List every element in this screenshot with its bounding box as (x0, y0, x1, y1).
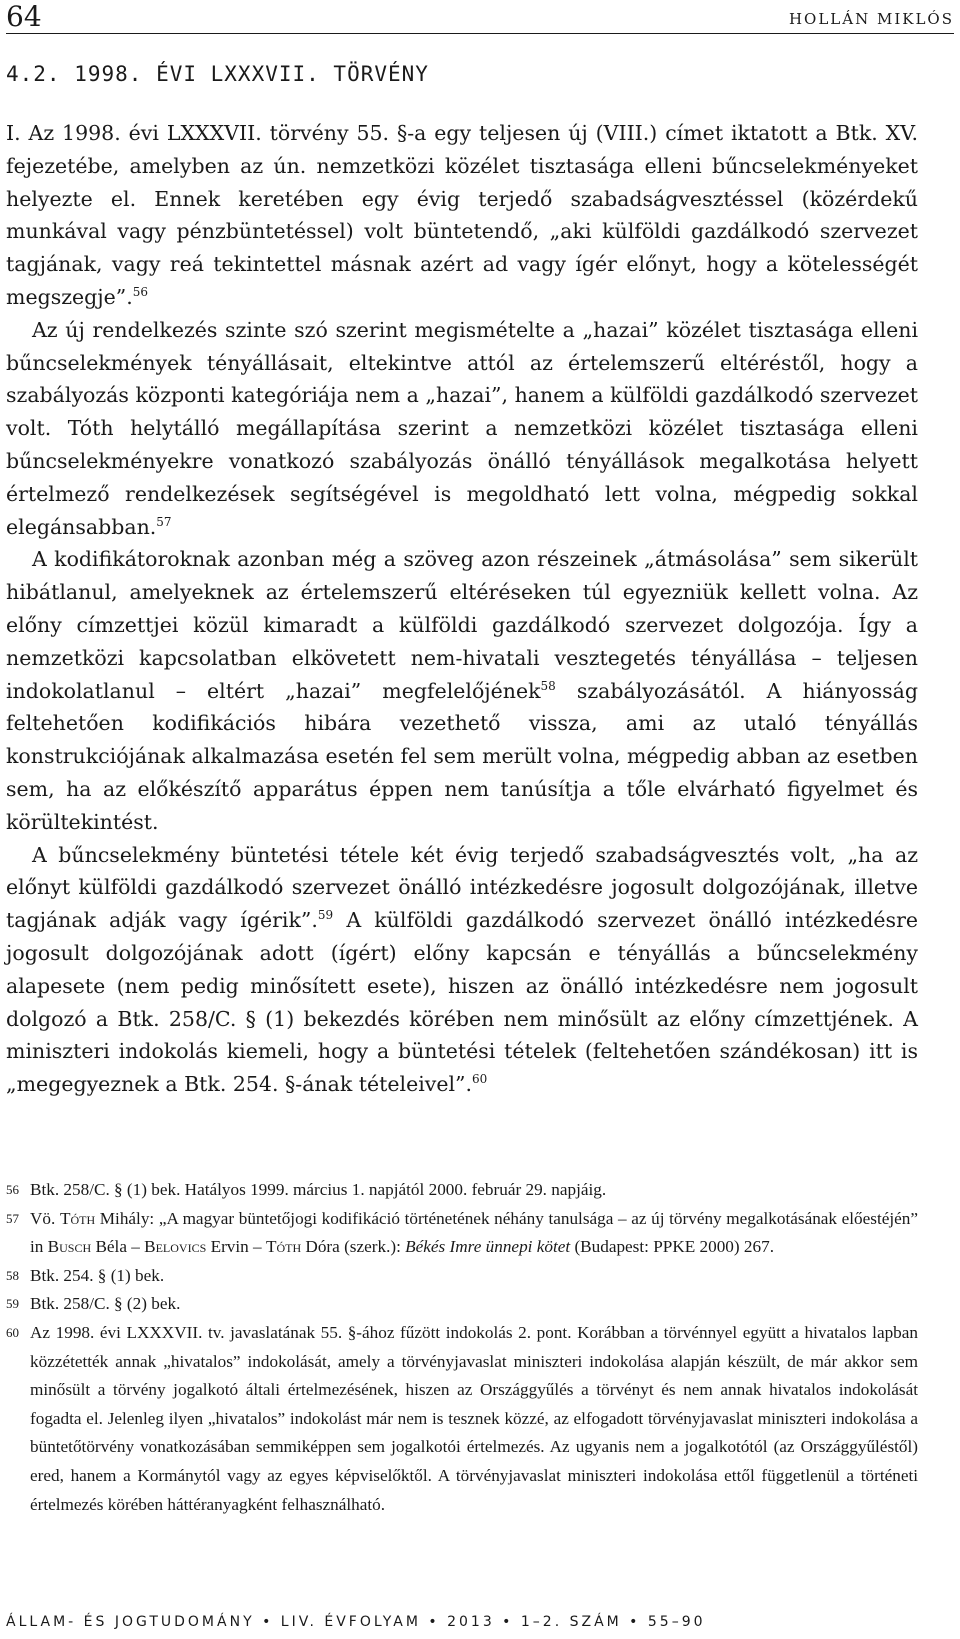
footnote-number: 60 (6, 1324, 19, 1340)
author-name: Busch (47, 1237, 92, 1257)
footnote-number: 59 (6, 1296, 19, 1312)
text-run: (Budapest: PPKE 2000) 267. (570, 1237, 774, 1257)
running-header (6, 0, 954, 33)
text-run: A külföldi gazdálkodó szervezet önálló intézkedésre jogosult dolgozójának adott (ígért) előny kapcsán e tényállás a bűncselekmény alapesete (nem pedig minősített esete), hiszen az önálló intézkedésre nem jogosult dolgozó a Btk. 258/C. § (1) bekezdés körében nem minősült az előny címzettjének. A miniszteri indokolás kiemeli, hogy a büntetési tételek (feltehetően szándékosan) itt is „megegyeznek a Btk. 254. §-ának tételeivel”. (6, 908, 919, 1097)
footnote-56 (6, 1176, 918, 1205)
text-run: I. Az 1998. évi LXXXVII. törvény 55. §-a egy teljesen új (VIII.) címet iktatott a Btk. XV. fejezetébe, amelyben az ún. nemzetközi közélet tisztasága elleni bűncselekményeket helyezte el. Ennek keretében egy évig terjedő szabadságvesztéssel (közérdekű munkával vagy pénzbüntetéssel) volt büntetendő, „aki külföldi gazdálkodó szervezet tagjának, vagy reá tekintettel másnak azért ad vagy ígér előnyt, hogy a kötelességét megszegje”. (6, 121, 918, 309)
footnote-text: Btk. 258/C. § (1) bek. Hatályos 1999. március 1. napjától 2000. február 29. napjáig. (30, 1180, 607, 1199)
text-run: szabályozásától. A hiányosság feltehetően kodifikációs hibára vezethető vissza, ami az utaló tényállás konstrukciójának alkalmazása esetén fel sem merült volna, mégpedig abban az esetben sem, ha az előkészítő apparátus éppen nem tanúsítja a tőle elvárható figyelmet és körültekintést. (6, 678, 918, 834)
body-text (6, 117, 918, 1101)
book-title: Békés Imre ünnepi kötet (405, 1237, 571, 1257)
text-run: A kodifikátoroknak azonban még a szöveg azon részeinek „átmásolása” sem sikerült hibátlanul, amelyeknek az értelemszerű eltéréseken túl egyezniük kellett volna. Az előny címzettjei közül kimaradt a külföldi gazdálkodó szervezet dolgozója. Így a nemzetközi kapcsolatban elkövetett nem-hivatali vesztegetés tényállása – teljesen indokolatlanul – eltért „hazai” megfelelőjének (6, 547, 918, 703)
journal-footer: ÁLLAM- ÉS JOGTUDOMÁNY • LIV. ÉVFOLYAM • 2013 • 1–2. SZÁM • 55–90 (6, 1614, 706, 1630)
footnote-text: Az 1998. évi LXXXVII. tv. javaslatának 55. §-ához fűzött indokolás 2. pont. Korábban a törvénnyel együtt a hivatalos lapban közzétették annak „hivatalos” indokolását, amely a törvényjavaslat miniszteri indokolása alapján készült, de már akkor sem minősült a törvény jogalkotó általi értelmezésének, hiszen az Országgyűlés a törvényt és nem annak hivatalos indokolását fogadta el. Jelenleg ilyen „hivatalos” indokolást már nem is tesznek közzé, az elfogadott törvényjavaslat miniszteri indokolása a büntetőtörvény vonatkozásában semmiképpen sem jogalkotói értelmezés. Az ugyanis nem a jogalkotótól (az Országgyűléstől) ered, hanem a Kormánytól vagy az egyes képviselőktől. A törvényjavaslat miniszteri indokolása ettől függetlenül a történeti értelmezés körében háttéranyagként felhasználható. (30, 1322, 918, 1514)
paragraph (6, 543, 918, 838)
text-run: Vö. (30, 1208, 60, 1228)
footnote-57 (6, 1205, 918, 1262)
text-run: Mihály: „A magyar büntetőjogi kodifikáció történetének néhány tanulsága – az új törvény megalkotásának előestéjén” in (30, 1208, 918, 1257)
footnote-number: 56 (6, 1182, 19, 1197)
text-run: Az új rendelkezés szinte szó szerint megismételte a „hazai” közélet tisztasága elleni bűncselekmények tényállásait, eltekintve attól az értelemszerű eltéréstől, hogy a szabályozás központi kategóriája nem a „hazai”, hanem a külföldi gazdálkodó szervezet volt. Tóth helytálló megállapítása szerint a nemzetközi közélet tisztasága elleni bűncselekményekre vonatkozó szabályozás önálló tényállások megalkotása helyett értelmező rendelkezések segítségével is megoldható lett volna, mégpedig sokkal elegánsabban. (6, 317, 918, 539)
footnote-text: Btk. 258/C. § (2) bek. (30, 1294, 181, 1314)
author-name: Tóth (59, 1208, 96, 1228)
footnote-59 (6, 1290, 918, 1319)
paragraph (6, 117, 918, 314)
page-number: 64 (6, 0, 42, 33)
footnote-text: Btk. 254. § (1) bek. (30, 1265, 165, 1285)
text-run: Ervin – (206, 1237, 266, 1257)
footnote-text (30, 1205, 918, 1262)
footnote-58 (6, 1262, 918, 1291)
text-run: A bűncselekmény büntetési tétele két évig terjedő szabadságvesztés volt, „ha az előnyt külföldi gazdálkodó szervezet önálló intézkedésre jogosult dolgozójának, illetve tagjának adják vagy ígérik”. (6, 842, 918, 933)
author-name: Tóth (265, 1237, 302, 1257)
paragraph (6, 839, 918, 1101)
footnote-number: 57 (6, 1210, 19, 1226)
header-rule (6, 33, 954, 34)
section-title: 4.2. 1998. ÉVI LXXXVII. TÖRVÉNY (6, 62, 429, 86)
footnote-number: 58 (6, 1267, 19, 1283)
text-run: Béla – (91, 1237, 145, 1257)
author-name: Belovics (144, 1237, 207, 1257)
footnote-60 (6, 1319, 918, 1519)
text-run: Dóra (szerk.): (301, 1237, 406, 1257)
running-author: HOLLÁN MIKLÓS (788, 10, 954, 28)
footnote-ref[interactable]: 60 (472, 1072, 488, 1087)
footnote-ref[interactable]: 58 (540, 678, 556, 693)
footnote-ref[interactable]: 57 (156, 514, 172, 529)
footnotes (6, 1176, 918, 1519)
paragraph (6, 314, 918, 544)
footnote-ref[interactable]: 56 (132, 284, 149, 299)
footnote-ref[interactable]: 59 (317, 908, 334, 923)
